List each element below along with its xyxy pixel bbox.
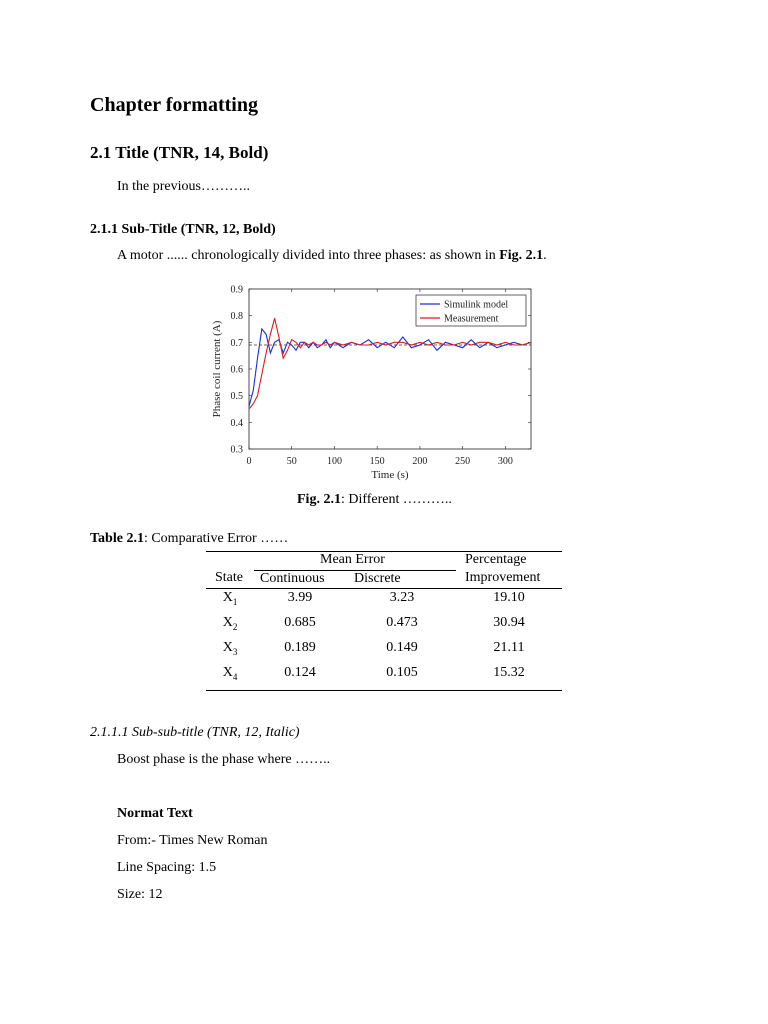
table-header-continuous: Continuous (260, 571, 325, 586)
table-cell-improvement: 21.11 (493, 640, 525, 655)
figure-caption-label: Fig. 2.1 (297, 492, 341, 507)
y-tick-label: 0.5 (230, 391, 243, 403)
section-heading: 2.1 Title (TNR, 14, Bold) (90, 143, 269, 162)
line-chart (200, 280, 540, 484)
y-tick-label: 0.7 (230, 337, 243, 349)
legend-label: Simulink model (444, 299, 509, 311)
normal-text-font: From:- Times New Roman (117, 833, 268, 848)
y-axis-label: Phase coil current (A) (211, 320, 223, 418)
table-cell-state: $X_4$ (222, 665, 238, 682)
table-cell-continuous: 0.685 (284, 615, 316, 630)
y-tick-label: 0.8 (230, 311, 243, 323)
figure-reference: Fig. 2.1 (499, 248, 544, 263)
table-caption-label: Table 2.1 (90, 531, 144, 546)
table-cell-state: $X_1$ (222, 590, 238, 607)
table-cell-continuous: 3.99 (287, 590, 313, 605)
paragraph-text-end: . (543, 248, 547, 263)
x-tick-label: 0 (246, 456, 252, 467)
table-cell-discrete: 0.105 (386, 665, 418, 680)
table-cell-state: $X_2$ (222, 615, 238, 632)
x-axis-label: Time (s) (371, 469, 409, 481)
x-tick-label: 300 (497, 456, 513, 467)
y-tick-label: 0.4 (230, 417, 243, 429)
table-header-pct-line2: Improvement (465, 570, 541, 585)
figure-caption-text: : Different ……….. (340, 492, 452, 507)
chapter-title: Chapter formatting (90, 94, 258, 116)
table-cell-discrete: 0.149 (386, 640, 418, 655)
subsubsection-heading: 2.1.1.1 Sub-sub-title (TNR, 12, Italic) (90, 725, 300, 740)
legend-label: Measurement (444, 313, 499, 325)
table-header-state: State (215, 570, 243, 585)
subsection-heading: 2.1.1 Sub-Title (TNR, 12, Bold) (90, 222, 276, 237)
figure-caption (297, 492, 452, 508)
table-caption (90, 531, 288, 547)
table-cell-improvement: 15.32 (493, 665, 525, 680)
x-tick-label: 200 (412, 456, 428, 467)
table-caption-text: : Comparative Error …… (143, 531, 289, 546)
normal-text-spacing: Line Spacing: 1.5 (117, 860, 217, 875)
table-bottom-rule (206, 690, 562, 691)
x-tick-label: 50 (286, 456, 297, 467)
y-tick-label: 0.3 (230, 444, 243, 456)
table-cell-discrete: 0.473 (386, 615, 418, 630)
table-cell-state: $X_3$ (222, 640, 238, 657)
y-tick-label: 0.6 (230, 364, 243, 376)
table-cell-continuous: 0.189 (284, 640, 316, 655)
subsection-paragraph (117, 248, 547, 264)
section-paragraph: In the previous……….. (117, 179, 250, 194)
y-tick-label: 0.9 (230, 284, 243, 296)
x-tick-label: 150 (369, 456, 385, 467)
table-cell-improvement: 30.94 (493, 615, 525, 630)
normal-text-heading: Normat Text (117, 806, 193, 821)
table-header-pct-line1: Percentage (465, 552, 527, 567)
normal-text-size: Size: 12 (117, 887, 163, 902)
table-header-discrete: Discrete (354, 571, 401, 586)
x-tick-label: 250 (455, 456, 471, 467)
table-cell-discrete: 3.23 (389, 590, 415, 605)
x-tick-label: 100 (326, 456, 342, 467)
subsubsection-paragraph: Boost phase is the phase where …….. (117, 752, 331, 767)
table-cell-improvement: 19.10 (493, 590, 525, 605)
table-group-header: Mean Error (320, 552, 385, 567)
table-header-rule (206, 588, 562, 589)
paragraph-text: A motor ...... chronologically divided into three phases: as shown in (117, 248, 500, 263)
table-cell-continuous: 0.124 (284, 665, 316, 680)
